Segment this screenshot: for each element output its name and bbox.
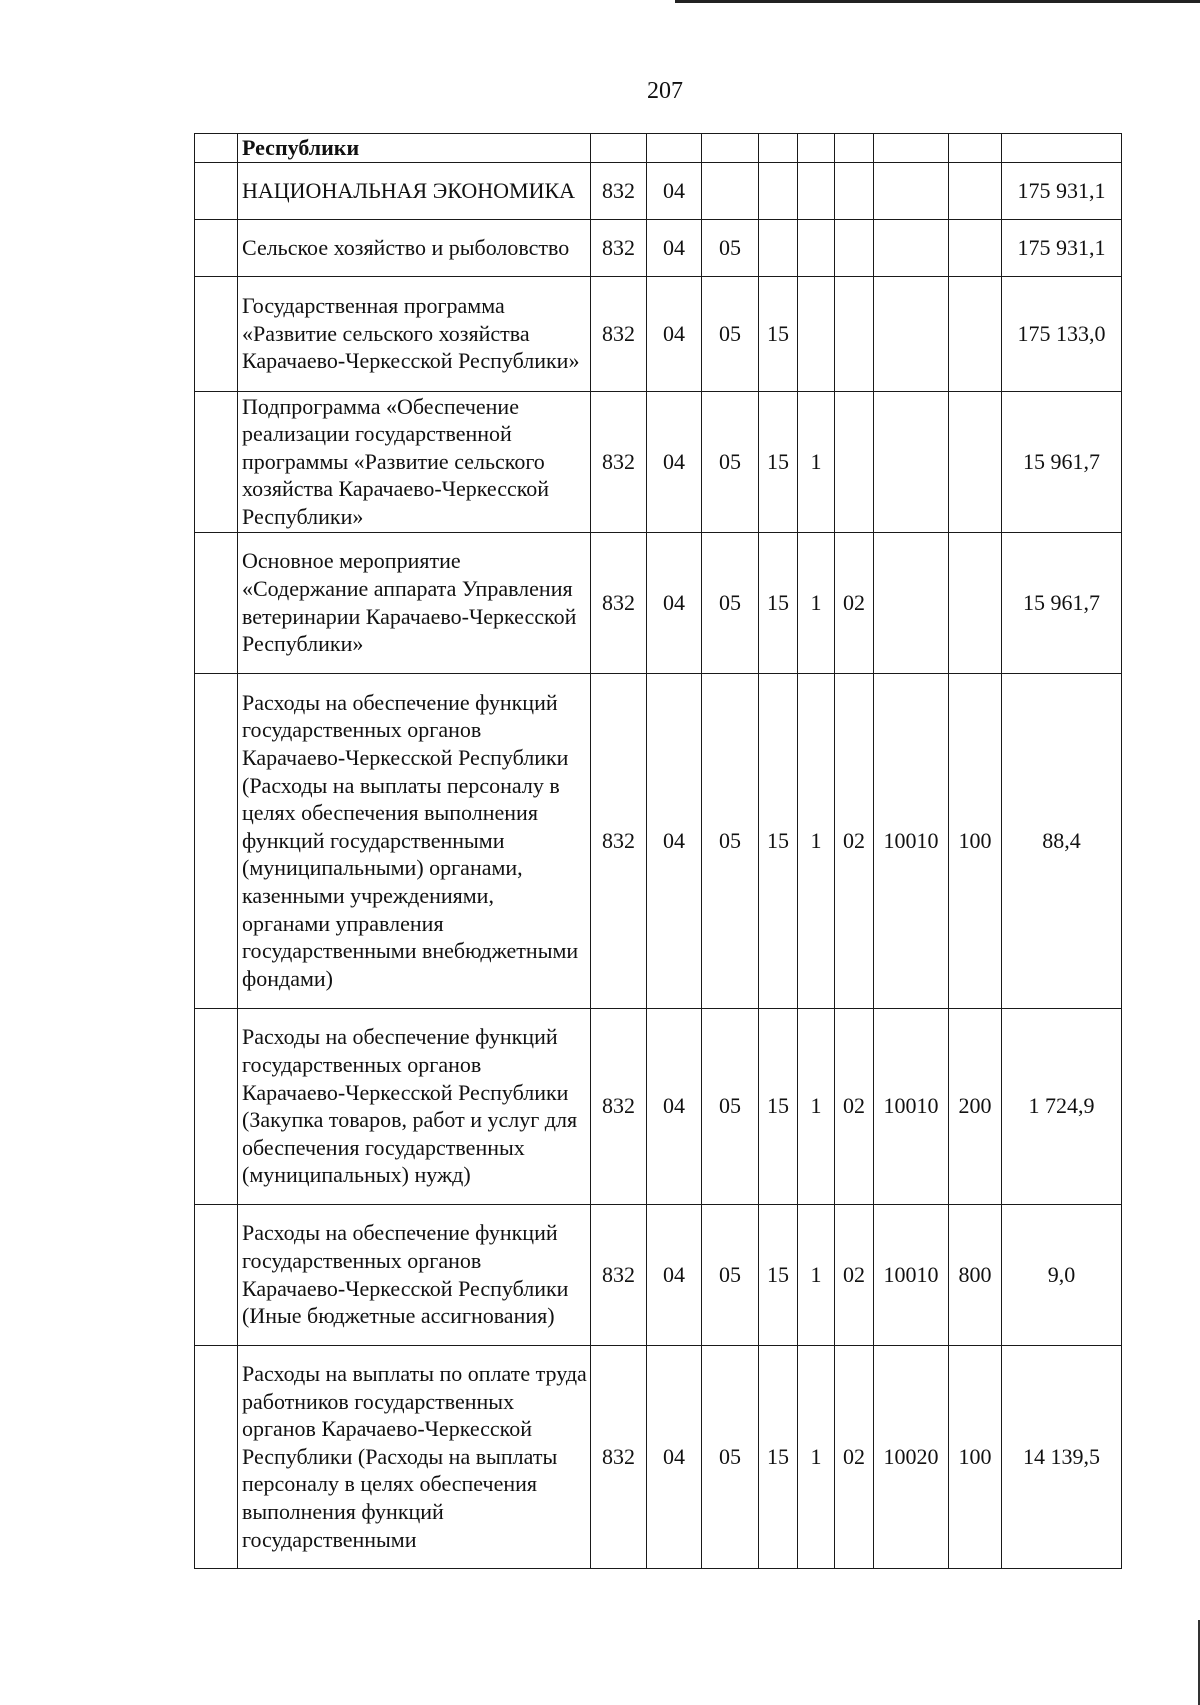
row-number-cell [195,276,238,391]
expense-direction-cell [874,532,949,673]
item-name-cell: Республики [238,134,591,163]
subsection-code-cell [702,162,759,219]
program-code-cell [759,134,798,163]
subprogram-code-cell [798,276,835,391]
table-row [195,1345,1122,1568]
table-row [195,134,1122,163]
amount-cell: 15 961,7 [1002,391,1122,532]
section-code-cell: 04 [647,219,702,276]
program-code-cell: 15 [759,391,798,532]
section-code-cell: 04 [647,1008,702,1204]
expense-direction-cell [874,276,949,391]
activity-code-cell: 02 [835,1204,874,1345]
expense-direction-cell [874,219,949,276]
subprogram-code-cell [798,162,835,219]
program-code-cell: 15 [759,1008,798,1204]
ministry-code-cell: 832 [591,162,647,219]
program-code-cell: 15 [759,276,798,391]
subprogram-code-cell: 1 [798,1345,835,1568]
ministry-code-cell: 832 [591,1204,647,1345]
section-code-cell: 04 [647,1204,702,1345]
row-number-cell [195,219,238,276]
table-row [195,1204,1122,1345]
subprogram-code-cell: 1 [798,532,835,673]
budget-table [194,133,1122,1569]
expense-direction-cell [874,391,949,532]
scan-top-rule [675,0,1200,3]
table-row [195,1008,1122,1204]
amount-cell: 175 133,0 [1002,276,1122,391]
table-row [195,532,1122,673]
amount-cell: 175 931,1 [1002,219,1122,276]
row-number-cell [195,134,238,163]
program-code-cell [759,162,798,219]
section-code-cell: 04 [647,276,702,391]
table-row [195,673,1122,1008]
amount-cell: 88,4 [1002,673,1122,1008]
ministry-code-cell: 832 [591,276,647,391]
row-number-cell [195,391,238,532]
ministry-code-cell: 832 [591,1008,647,1204]
program-code-cell: 15 [759,1204,798,1345]
table-row [195,391,1122,532]
expense-type-cell: 200 [949,1008,1002,1204]
row-number-cell [195,673,238,1008]
expense-direction-cell [874,134,949,163]
table-row [195,219,1122,276]
expense-direction-cell: 10010 [874,1204,949,1345]
ministry-code-cell: 832 [591,1345,647,1568]
amount-cell [1002,134,1122,163]
program-code-cell: 15 [759,1345,798,1568]
section-code-cell: 04 [647,673,702,1008]
activity-code-cell: 02 [835,1008,874,1204]
page-number: 207 [647,78,683,104]
section-code-cell: 04 [647,162,702,219]
amount-cell: 175 931,1 [1002,162,1122,219]
expense-direction-cell: 10010 [874,1008,949,1204]
section-code-cell: 04 [647,1345,702,1568]
expense-type-cell [949,532,1002,673]
expense-type-cell: 100 [949,673,1002,1008]
expense-direction-cell [874,162,949,219]
activity-code-cell [835,391,874,532]
amount-cell: 1 724,9 [1002,1008,1122,1204]
row-number-cell [195,1345,238,1568]
item-name-cell: Подпрограмма «Обеспечение реализации государственной программы «Развитие сельского хозяйства Карачаево-Черкесской Республики» [238,391,591,532]
program-code-cell [759,219,798,276]
amount-cell: 9,0 [1002,1204,1122,1345]
ministry-code-cell: 832 [591,219,647,276]
subprogram-code-cell: 1 [798,391,835,532]
subsection-code-cell: 05 [702,219,759,276]
subprogram-code-cell [798,219,835,276]
expense-direction-cell: 10020 [874,1345,949,1568]
item-name-cell: Государственная программа «Развитие сельского хозяйства Карачаево-Черкесской Республики» [238,276,591,391]
program-code-cell: 15 [759,532,798,673]
item-name-cell: Расходы на обеспечение функций государственных органов Карачаево-Черкесской Республики (Расходы на выплаты персоналу в целях обеспечения выполнения функций государственными (муниципальными) органами, казенными учреждениями, органами управления государственными внебюджетными фондами) [238,673,591,1008]
subsection-code-cell: 05 [702,1204,759,1345]
expense-type-cell: 100 [949,1345,1002,1568]
item-name-cell: Сельское хозяйство и рыболовство [238,219,591,276]
row-number-cell [195,162,238,219]
item-name-cell: Основное мероприятие «Содержание аппарата Управления ветеринарии Карачаево-Черкесской Республики» [238,532,591,673]
amount-cell: 14 139,5 [1002,1345,1122,1568]
activity-code-cell [835,276,874,391]
activity-code-cell [835,219,874,276]
ministry-code-cell: 832 [591,532,647,673]
subsection-code-cell: 05 [702,1008,759,1204]
expense-direction-cell: 10010 [874,673,949,1008]
table-row [195,162,1122,219]
section-code-cell [647,134,702,163]
expense-type-cell [949,391,1002,532]
activity-code-cell [835,134,874,163]
subprogram-code-cell: 1 [798,673,835,1008]
subsection-code-cell: 05 [702,391,759,532]
subsection-code-cell: 05 [702,673,759,1008]
activity-code-cell: 02 [835,532,874,673]
subprogram-code-cell [798,134,835,163]
row-number-cell [195,1008,238,1204]
subsection-code-cell: 05 [702,532,759,673]
expense-type-cell [949,276,1002,391]
row-number-cell [195,1204,238,1345]
ministry-code-cell: 832 [591,673,647,1008]
ministry-code-cell [591,134,647,163]
expense-type-cell: 800 [949,1204,1002,1345]
subprogram-code-cell: 1 [798,1204,835,1345]
program-code-cell: 15 [759,673,798,1008]
ministry-code-cell: 832 [591,391,647,532]
row-number-cell [195,532,238,673]
item-name-cell: Расходы на обеспечение функций государственных органов Карачаево-Черкесской Республики (Иные бюджетные ассигнования) [238,1204,591,1345]
expense-type-cell [949,162,1002,219]
item-name-cell: Расходы на выплаты по оплате труда работников государственных органов Карачаево-Черкесской Республики (Расходы на выплаты персоналу в целях обеспечения выполнения функций государственными [238,1345,591,1568]
expense-type-cell [949,134,1002,163]
section-code-cell: 04 [647,391,702,532]
section-code-cell: 04 [647,532,702,673]
amount-cell: 15 961,7 [1002,532,1122,673]
subsection-code-cell [702,134,759,163]
table-row [195,276,1122,391]
expense-type-cell [949,219,1002,276]
activity-code-cell: 02 [835,1345,874,1568]
subsection-code-cell: 05 [702,276,759,391]
item-name-cell: НАЦИОНАЛЬНАЯ ЭКОНОМИКА [238,162,591,219]
item-name-cell: Расходы на обеспечение функций государственных органов Карачаево-Черкесской Республики (Закупка товаров, работ и услуг для обеспечения государственных (муниципальных) нужд) [238,1008,591,1204]
subsection-code-cell: 05 [702,1345,759,1568]
activity-code-cell [835,162,874,219]
subprogram-code-cell: 1 [798,1008,835,1204]
activity-code-cell: 02 [835,673,874,1008]
